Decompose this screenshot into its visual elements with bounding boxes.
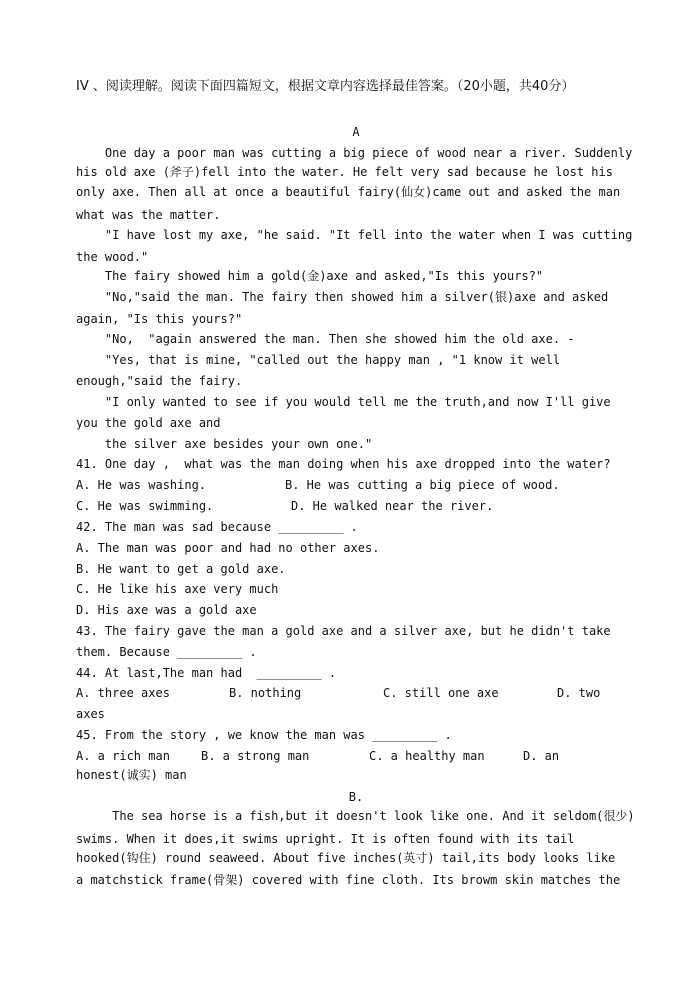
question-43-line: 43. The fairy gave the man a gold axe and a silver axe, but he didn't take	[76, 624, 611, 638]
passage-b-line: The sea horse is a fish,but it doesn't look like one. And it seldom(很少)	[76, 809, 635, 823]
option-45-b: B. a strong man	[201, 749, 310, 763]
question-41: 41. One day , what was the man doing when his axe dropped into the water?	[76, 457, 611, 471]
passage-a-label: A	[352, 125, 360, 139]
option-42-d: D. His axe was a gold axe	[76, 603, 257, 617]
passage-a-line: "I have lost my axe, "he said. "It fell into the water when I was cutting	[76, 228, 633, 242]
option-45-a: A. a rich man	[76, 749, 170, 763]
passage-b-line: swims. When it does,it swims upright. It is often found with its tail	[76, 832, 575, 846]
passage-a-line: again, "Is this yours?"	[76, 312, 243, 326]
passage-a-line: his old axe (斧子)fell into the water. He felt very sad because he lost his	[76, 165, 613, 179]
question-42: 42. The man was sad because _________ .	[76, 520, 358, 534]
passage-a-line: "No,"said the man. The fairy then showed him a silver(银)axe and asked	[76, 290, 609, 304]
option-41-b: B. He was cutting a big piece of wood.	[285, 478, 560, 492]
option-42-a: A. The man was poor and had no other axes.	[76, 541, 380, 555]
option-44-c: C. still one axe	[383, 686, 499, 700]
passage-a-line: only axe. Then all at once a beautiful fairy(仙女)came out and asked the man	[76, 185, 621, 199]
option-45-d-cont: honest(诚实) man	[76, 768, 187, 782]
option-44-a: A. three axes	[76, 686, 170, 700]
passage-a-line: "Yes, that is mine, "called out the happy man , "1 know it well	[76, 353, 561, 367]
option-44-d: D. two	[557, 686, 601, 700]
passage-a-line: you the gold axe and	[76, 416, 221, 430]
passage-a-line: enough,"said the fairy.	[76, 374, 243, 388]
passage-b-line: a matchstick frame(骨架) covered with fine cloth. Its browm skin matches the	[76, 873, 621, 887]
passage-a-line: "No, "again answered the man. Then she showed him the old axe. -	[76, 332, 575, 346]
passage-a-line: the wood."	[76, 250, 149, 264]
passage-b-label: B.	[348, 790, 364, 804]
option-44-b: B. nothing	[229, 686, 302, 700]
passage-a-line: "I only wanted to see if you would tell me the truth,and now I'll give	[76, 395, 611, 409]
option-45-d: D. an	[523, 749, 560, 763]
option-41-c: C. He was swimming.	[76, 499, 214, 513]
question-44: 44. At last,The man had _________ .	[76, 666, 337, 680]
option-42-c: C. He like his axe very much	[76, 582, 279, 596]
option-42-b: B. He want to get a gold axe.	[76, 562, 286, 576]
passage-b-line: hooked(钩住) round seaweed. About five inches(英寸) tail,its body looks like	[76, 851, 616, 865]
passage-a-line: what was the matter.	[76, 208, 221, 222]
option-41-d: D. He walked near the river.	[291, 499, 494, 513]
question-45: 45. From the story , we know the man was _________ .	[76, 728, 452, 742]
passage-a-line: One day a poor man was cutting a big piece of wood near a river. Suddenly	[76, 146, 633, 160]
question-43-line: them. Because _________ .	[76, 645, 257, 659]
passage-a-line: the silver axe besides your own one."	[76, 437, 373, 451]
option-45-c: C. a healthy man	[369, 749, 485, 763]
passage-a-line: The fairy showed him a gold(金)axe and asked,"Is this yours?"	[76, 269, 544, 283]
option-44-d-cont: axes	[76, 707, 105, 721]
option-41-a: A. He was washing.	[76, 478, 207, 492]
section-header: IV 、阅读理解。阅读下面四篇短文，根据文章内容选择最佳答案。（20小题，共40分）	[76, 79, 575, 94]
